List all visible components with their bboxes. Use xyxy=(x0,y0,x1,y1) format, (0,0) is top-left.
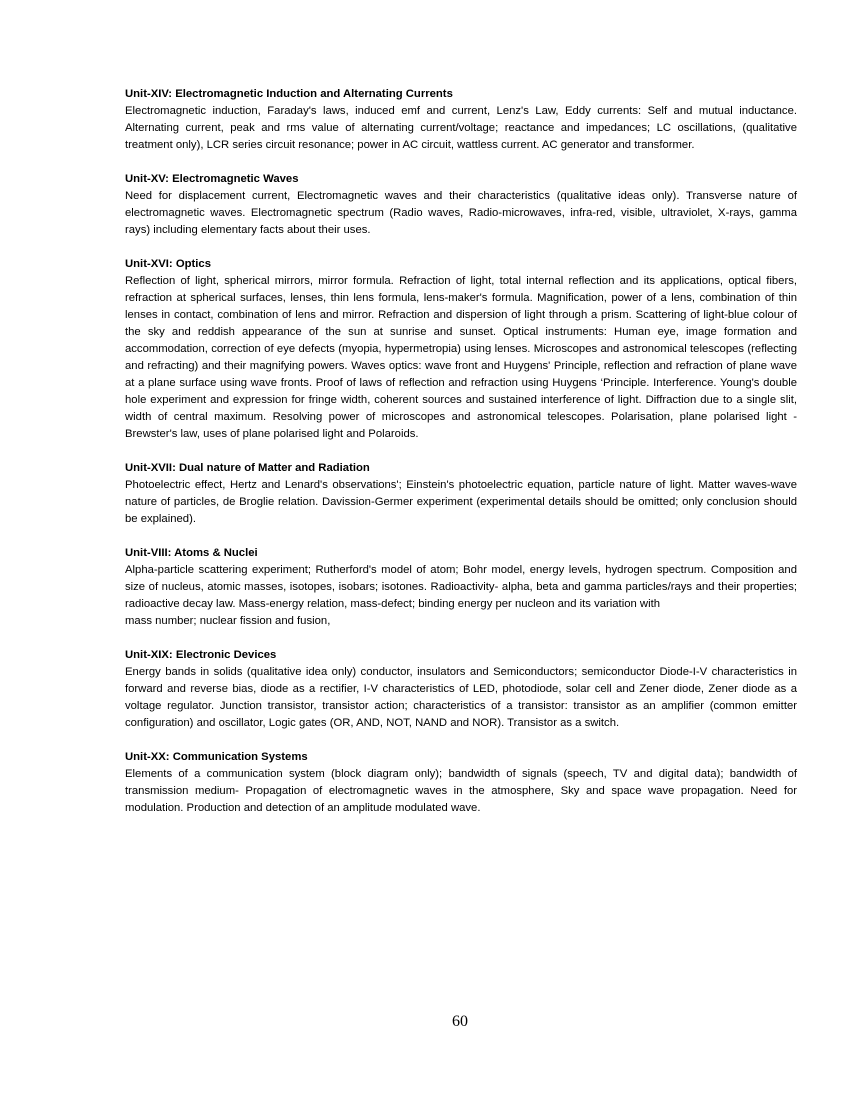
unit-section-xix xyxy=(125,647,797,732)
unit-title: Unit-VIII: Atoms & Nuclei xyxy=(125,547,258,559)
unit-body-continuation: mass number; nuclear fission and fusion, xyxy=(125,615,331,627)
unit-title: Unit-XVII: Dual nature of Matter and Radiation xyxy=(125,462,370,474)
unit-section-xvi xyxy=(125,256,797,443)
page-number: 60 xyxy=(452,1013,468,1030)
unit-section-xv xyxy=(125,171,797,239)
unit-title: Unit-XIX: Electronic Devices xyxy=(125,649,277,661)
unit-body: Photoelectric effect, Hertz and Lenard's observations'; Einstein's photoelectric equation, particle nature of light. Matter waves-wave nature of particles, de Broglie relation. Davission-Germer experiment (experimental details should be omitted; only conclusion should be explained). xyxy=(125,479,797,525)
unit-section-xiv xyxy=(125,86,797,154)
unit-title: Unit-XV: Electromagnetic Waves xyxy=(125,173,299,185)
unit-title: Unit-XIV: Electromagnetic Induction and Alternating Currents xyxy=(125,88,453,100)
unit-section-viii xyxy=(125,545,797,630)
unit-body: Electromagnetic induction, Faraday's laws, induced emf and current, Lenz's Law, Eddy currents: Self and mutual inductance. Alternating current, peak and rms value of alternating current/voltage; reactance and impedances; LC oscillations, (qualitative treatment only), LCR series circuit resonance; power in AC circuit, wattless current. AC generator and transformer. xyxy=(125,105,797,151)
unit-body: Alpha-particle scattering experiment; Rutherford's model of atom; Bohr model, energy levels, hydrogen spectrum. Composition and size of nucleus, atomic masses, isotopes, isobars; isotones. Radioactivity- alpha, beta and gamma particles/rays and their properties; radioactive decay law. Mass-energy relation, mass-defect; binding energy per nucleon and its variation with xyxy=(125,564,797,610)
unit-body: Energy bands in solids (qualitative idea only) conductor, insulators and Semiconductors; semiconductor Diode-I-V characteristics in forward and reverse bias, diode as a rectifier, I-V characteristics of LED, photodiode, solar cell and Zener diode, Zener diode as a voltage regulator. Junction transistor, transistor action; characteristics of a transistor: transistor as an amplifier (common emitter configuration) and oscillator, Logic gates (OR, AND, NOT, NAND and NOR). Transistor as a switch. xyxy=(125,666,797,729)
unit-body: Need for displacement current, Electromagnetic waves and their characteristics (qualitative ideas only). Transverse nature of electromagnetic waves. Electromagnetic spectrum (Radio waves, Radio-microwaves, infra-red, visible, ultraviolet, X-rays, gamma rays) including elementary facts about their uses. xyxy=(125,190,797,236)
unit-title: Unit-XVI: Optics xyxy=(125,258,211,270)
unit-section-xx xyxy=(125,749,797,817)
unit-body: Elements of a communication system (block diagram only); bandwidth of signals (speech, TV and digital data); bandwidth of transmission medium- Propagation of electromagnetic waves in the atmosphere, Sky and space wave propagation. Need for modulation. Production and detection of an amplitude modulated wave. xyxy=(125,768,797,814)
document-content xyxy=(125,86,797,834)
unit-title: Unit-XX: Communication Systems xyxy=(125,751,308,763)
unit-body: Reflection of light, spherical mirrors, mirror formula. Refraction of light, total internal reflection and its applications, optical fibers, refraction at spherical surfaces, lenses, thin lens formula, lens-maker's formula. Magnification, power of a lens, combination of thin lenses in contact, combination of lens and mirror. Refraction and dispersion of light through a prism. Scattering of light-blue colour of the sky and reddish appearance of the sun at sunrise and sunset. Optical instruments: Human eye, image formation and accommodation, correction of eye defects (myopia, hypermetropia) using lenses. Microscopes and astronomical telescopes (reflecting and refracting) and their magnifying powers. Waves optics: wave front and Huygens' Principle, reflection and refraction of plane wave at a plane surface using wave fronts. Proof of laws of reflection and refraction using Huygens ‘Principle. Interference. Young's double hole experiment and expression for fringe width, coherent sources and sustained interference of light. Diffraction due to a single slit, width of central maximum. Resolving power of microscopes and astronomical telescopes. Polarisation, plane polarised light - Brewster's law, uses of plane polarised light and Polaroids. xyxy=(125,275,797,440)
unit-section-xvii xyxy=(125,460,797,528)
